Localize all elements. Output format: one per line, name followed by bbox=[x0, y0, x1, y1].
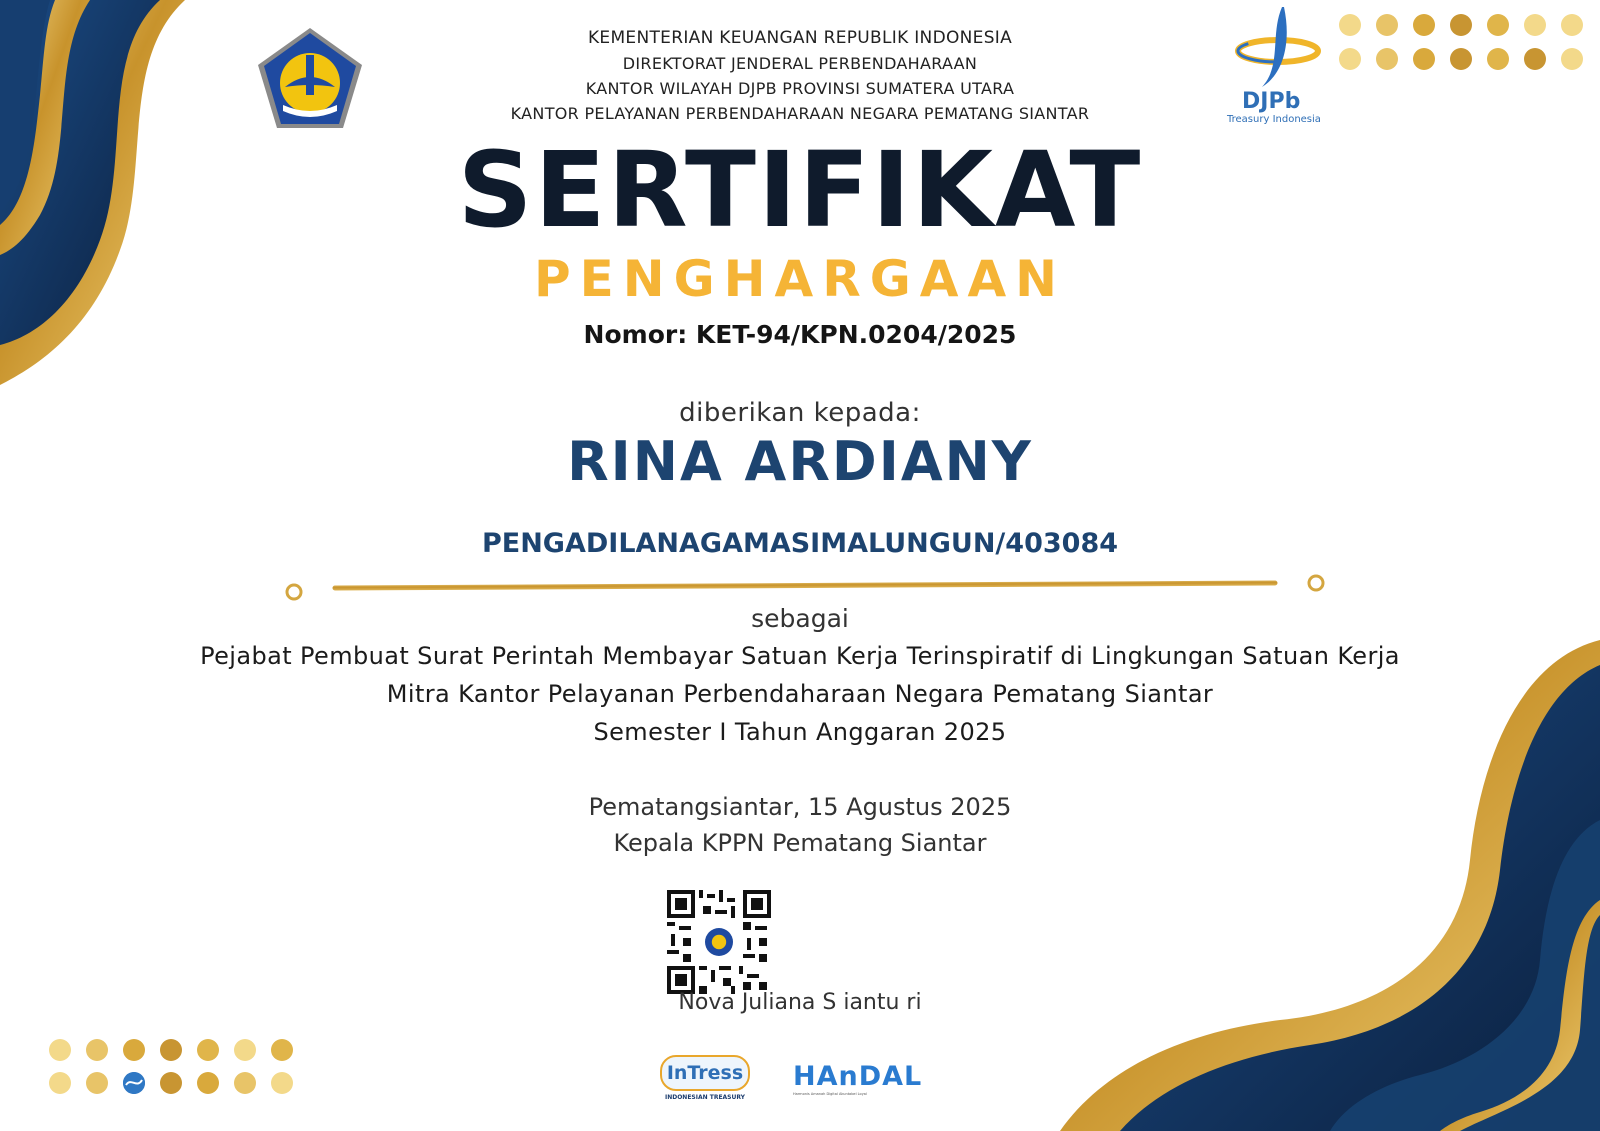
globe-icon bbox=[122, 1071, 146, 1095]
header-directorate: DIREKTORAT JENDERAL PERBENDAHARAAN bbox=[622, 54, 978, 73]
header-regional-office: KANTOR WILAYAH DJPB PROVINSI SUMATERA UTARA bbox=[585, 79, 1015, 98]
intress-logo-subtext: INDONESIAN TREASURY bbox=[664, 1094, 746, 1101]
role-line-3: Semester I Tahun Anggaran 2025 bbox=[593, 718, 1007, 746]
handal-logo-subtext: Harmonis Amanah Digital Akuntabel Loyal bbox=[793, 1092, 867, 1096]
divider-right-ring bbox=[1309, 576, 1323, 590]
role-line-1: Pejabat Pembuat Surat Perintah Membayar Satuan Kerja Terinspiratif di Lingkungan Satuan Kerja bbox=[200, 642, 1400, 670]
signer-position: Kepala KPPN Pematang Siantar bbox=[613, 829, 987, 857]
certificate-number: Nomor: KET-94/KPN.0204/2025 bbox=[583, 320, 1017, 349]
djpb-logo-subtext: Treasury Indonesia bbox=[1227, 114, 1321, 125]
header-service-office: KANTOR PELAYANAN PERBENDAHARAAN NEGARA PEMATANG SIANTAR bbox=[510, 104, 1090, 123]
dots-bottom-left bbox=[49, 1039, 293, 1094]
certificate-title: SERTIFIKAT bbox=[457, 129, 1143, 251]
intress-logo bbox=[660, 1055, 750, 1111]
divider-line bbox=[335, 583, 1275, 588]
as-label: sebagai bbox=[751, 604, 849, 633]
djpb-logo-text: DJPb bbox=[1242, 89, 1301, 114]
signer-name: Nova Juliana S iantu ri bbox=[678, 990, 922, 1015]
given-to-label: diberikan kepada: bbox=[679, 398, 921, 428]
header-ministry: KEMENTERIAN KEUANGAN REPUBLIK INDONESIA bbox=[587, 28, 1013, 48]
qr-code-icon[interactable] bbox=[667, 890, 771, 994]
handal-logo bbox=[793, 1063, 928, 1103]
intress-logo-text: InTress bbox=[660, 1055, 750, 1091]
place-date: Pematangsiantar, 15 Agustus 2025 bbox=[588, 793, 1012, 821]
recipient-name: RINA ARDIANY bbox=[567, 430, 1033, 493]
recipient-organization: PENGADILANAGAMASIMALUNGUN/403084 bbox=[481, 528, 1119, 559]
role-line-2: Mitra Kantor Pelayanan Perbendaharaan Negara Pematang Siantar bbox=[386, 680, 1214, 708]
handal-logo-text: HAnDAL bbox=[793, 1061, 923, 1092]
certificate-subtitle: PENGHARGAAN bbox=[533, 250, 1066, 308]
divider-left-ring bbox=[287, 585, 301, 599]
